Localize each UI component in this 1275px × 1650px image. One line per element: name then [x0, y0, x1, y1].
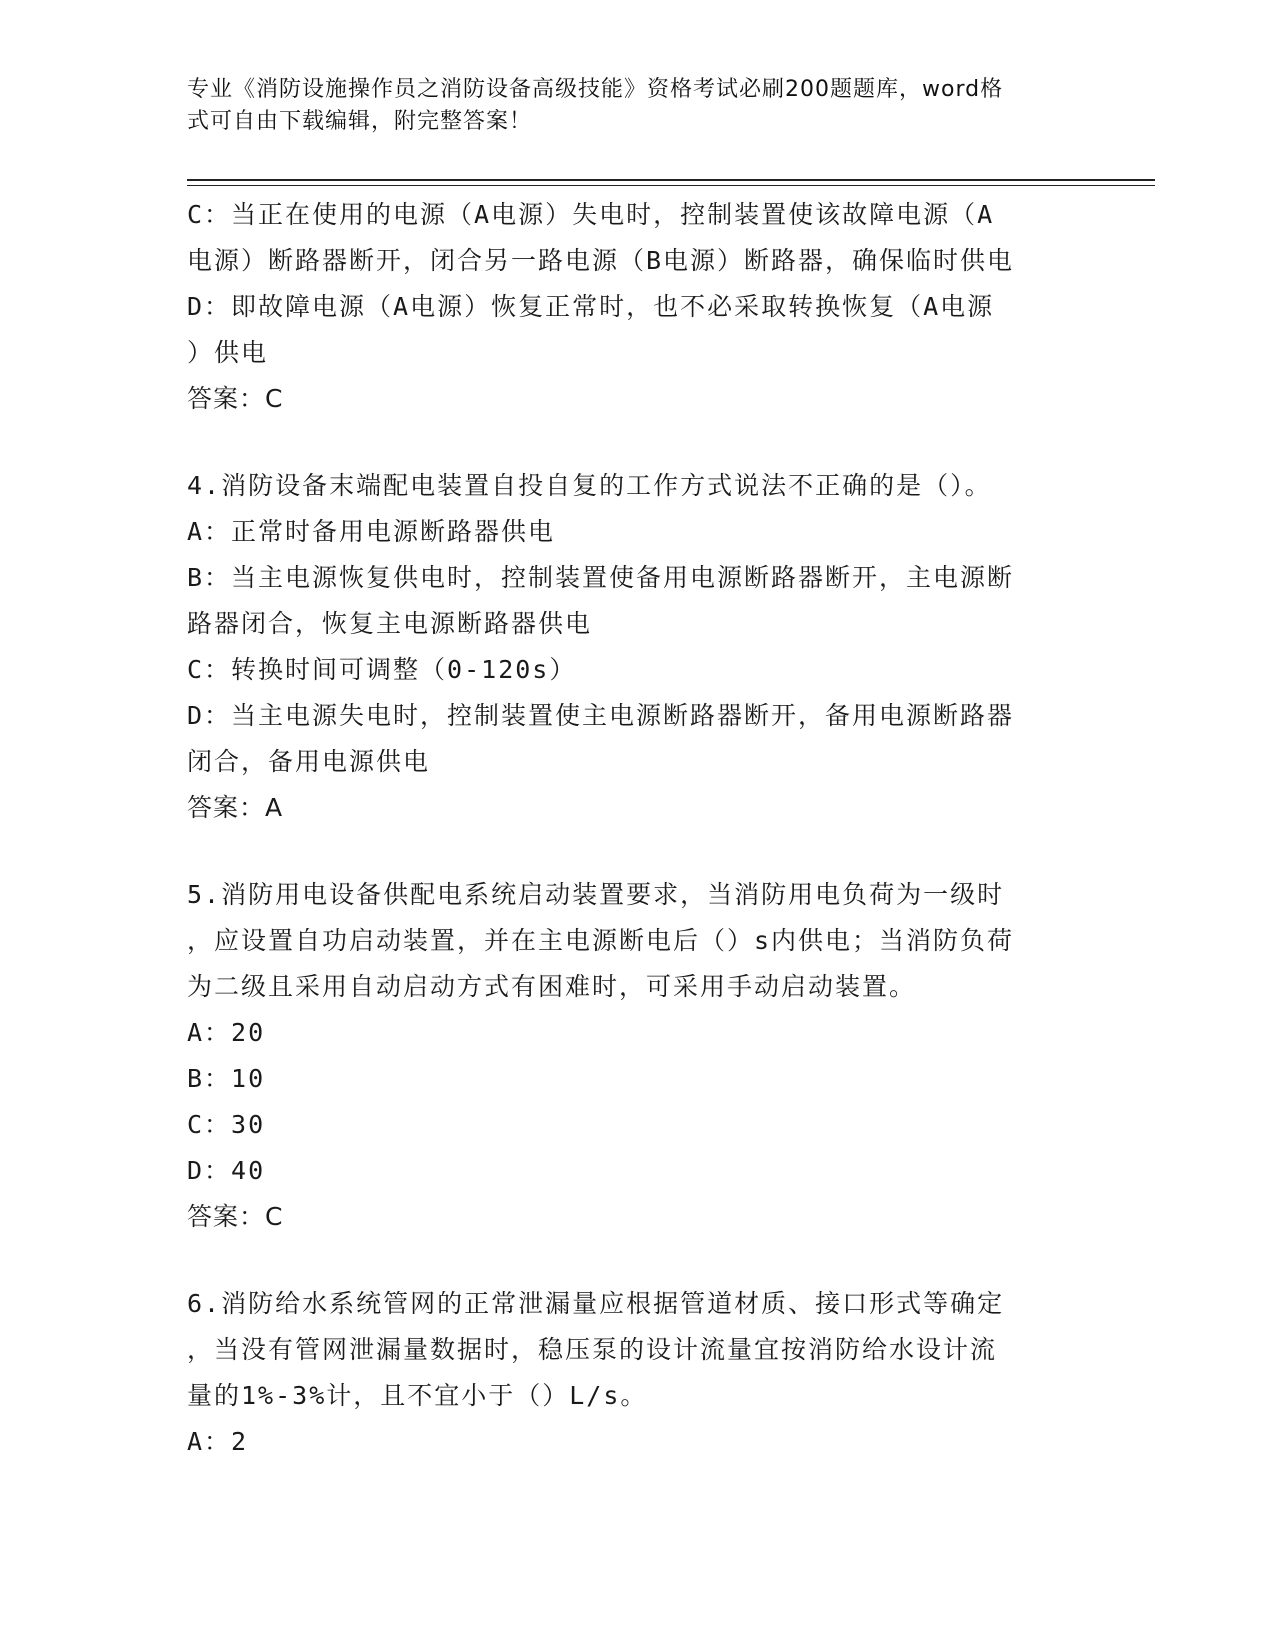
option-d-line: D：当主电源失电时，控制装置使主电源断路器断开，备用电源断路器	[187, 701, 1015, 730]
option-b-line: 路器闭合，恢复主电源断路器供电	[187, 609, 593, 638]
question-3-continued	[187, 192, 1087, 422]
option-a: A：2	[187, 1427, 249, 1456]
option-d-line: ）供电	[187, 338, 269, 367]
option-d: D：40	[187, 1156, 266, 1185]
question-spacer	[187, 831, 1087, 872]
question-spacer	[187, 422, 1087, 463]
question-5	[187, 872, 1087, 1240]
option-d-line: 闭合，备用电源供电	[187, 747, 431, 776]
answer-line: 答案：A	[187, 793, 284, 822]
question-spacer	[187, 1240, 1087, 1281]
question-text: 4.消防设备末端配电装置自投自复的工作方式说法不正确的是（）。	[187, 471, 992, 500]
question-text-line: 5.消防用电设备供配电系统启动装置要求，当消防用电负荷为一级时	[187, 880, 1005, 909]
option-c: C：30	[187, 1110, 266, 1139]
question-text-line: ，当没有管网泄漏量数据时，稳压泵的设计流量宜按消防给水设计流	[187, 1335, 998, 1364]
option-b-line: B：当主电源恢复供电时，控制装置使备用电源断路器断开，主电源断	[187, 563, 1015, 592]
question-text-line: ，应设置自功启动装置，并在主电源断电后（）s内供电；当消防负荷	[187, 926, 1015, 955]
header-title-line: 式可自由下载编辑，附完整答案！	[187, 109, 533, 134]
document-header	[187, 74, 1067, 138]
answer-line: 答案：C	[187, 1202, 284, 1231]
option-c-line: C：当正在使用的电源（A电源）失电时，控制装置使该故障电源（A	[187, 200, 995, 229]
document-body	[187, 192, 1087, 1465]
question-text-line: 为二级且采用自动启动方式有困难时，可采用手动启动装置。	[187, 972, 917, 1001]
option-a: A：20	[187, 1018, 266, 1047]
option-d-line: D：即故障电源（A电源）恢复正常时，也不必采取转换恢复（A电源	[187, 292, 995, 321]
option-a: A：正常时备用电源断路器供电	[187, 517, 556, 546]
answer-line: 答案：C	[187, 384, 284, 413]
question-4	[187, 463, 1087, 831]
header-rule-thin	[187, 185, 1155, 186]
option-b: B：10	[187, 1064, 266, 1093]
header-title-line: 专业《消防设施操作员之消防设备高级技能》资格考试必刷200题题库，word格	[187, 77, 1004, 102]
question-6	[187, 1281, 1087, 1465]
option-c-line: 电源）断路器断开，闭合另一路电源（B电源）断路器，确保临时供电	[187, 246, 1015, 275]
header-rule-thick	[187, 179, 1155, 181]
question-text-line: 6.消防给水系统管网的正常泄漏量应根据管道材质、接口形式等确定	[187, 1289, 1005, 1318]
question-text-line: 量的1%-3%计，且不宜小于（）L/s。	[187, 1381, 648, 1410]
option-c: C：转换时间可调整（0-120s）	[187, 655, 577, 684]
